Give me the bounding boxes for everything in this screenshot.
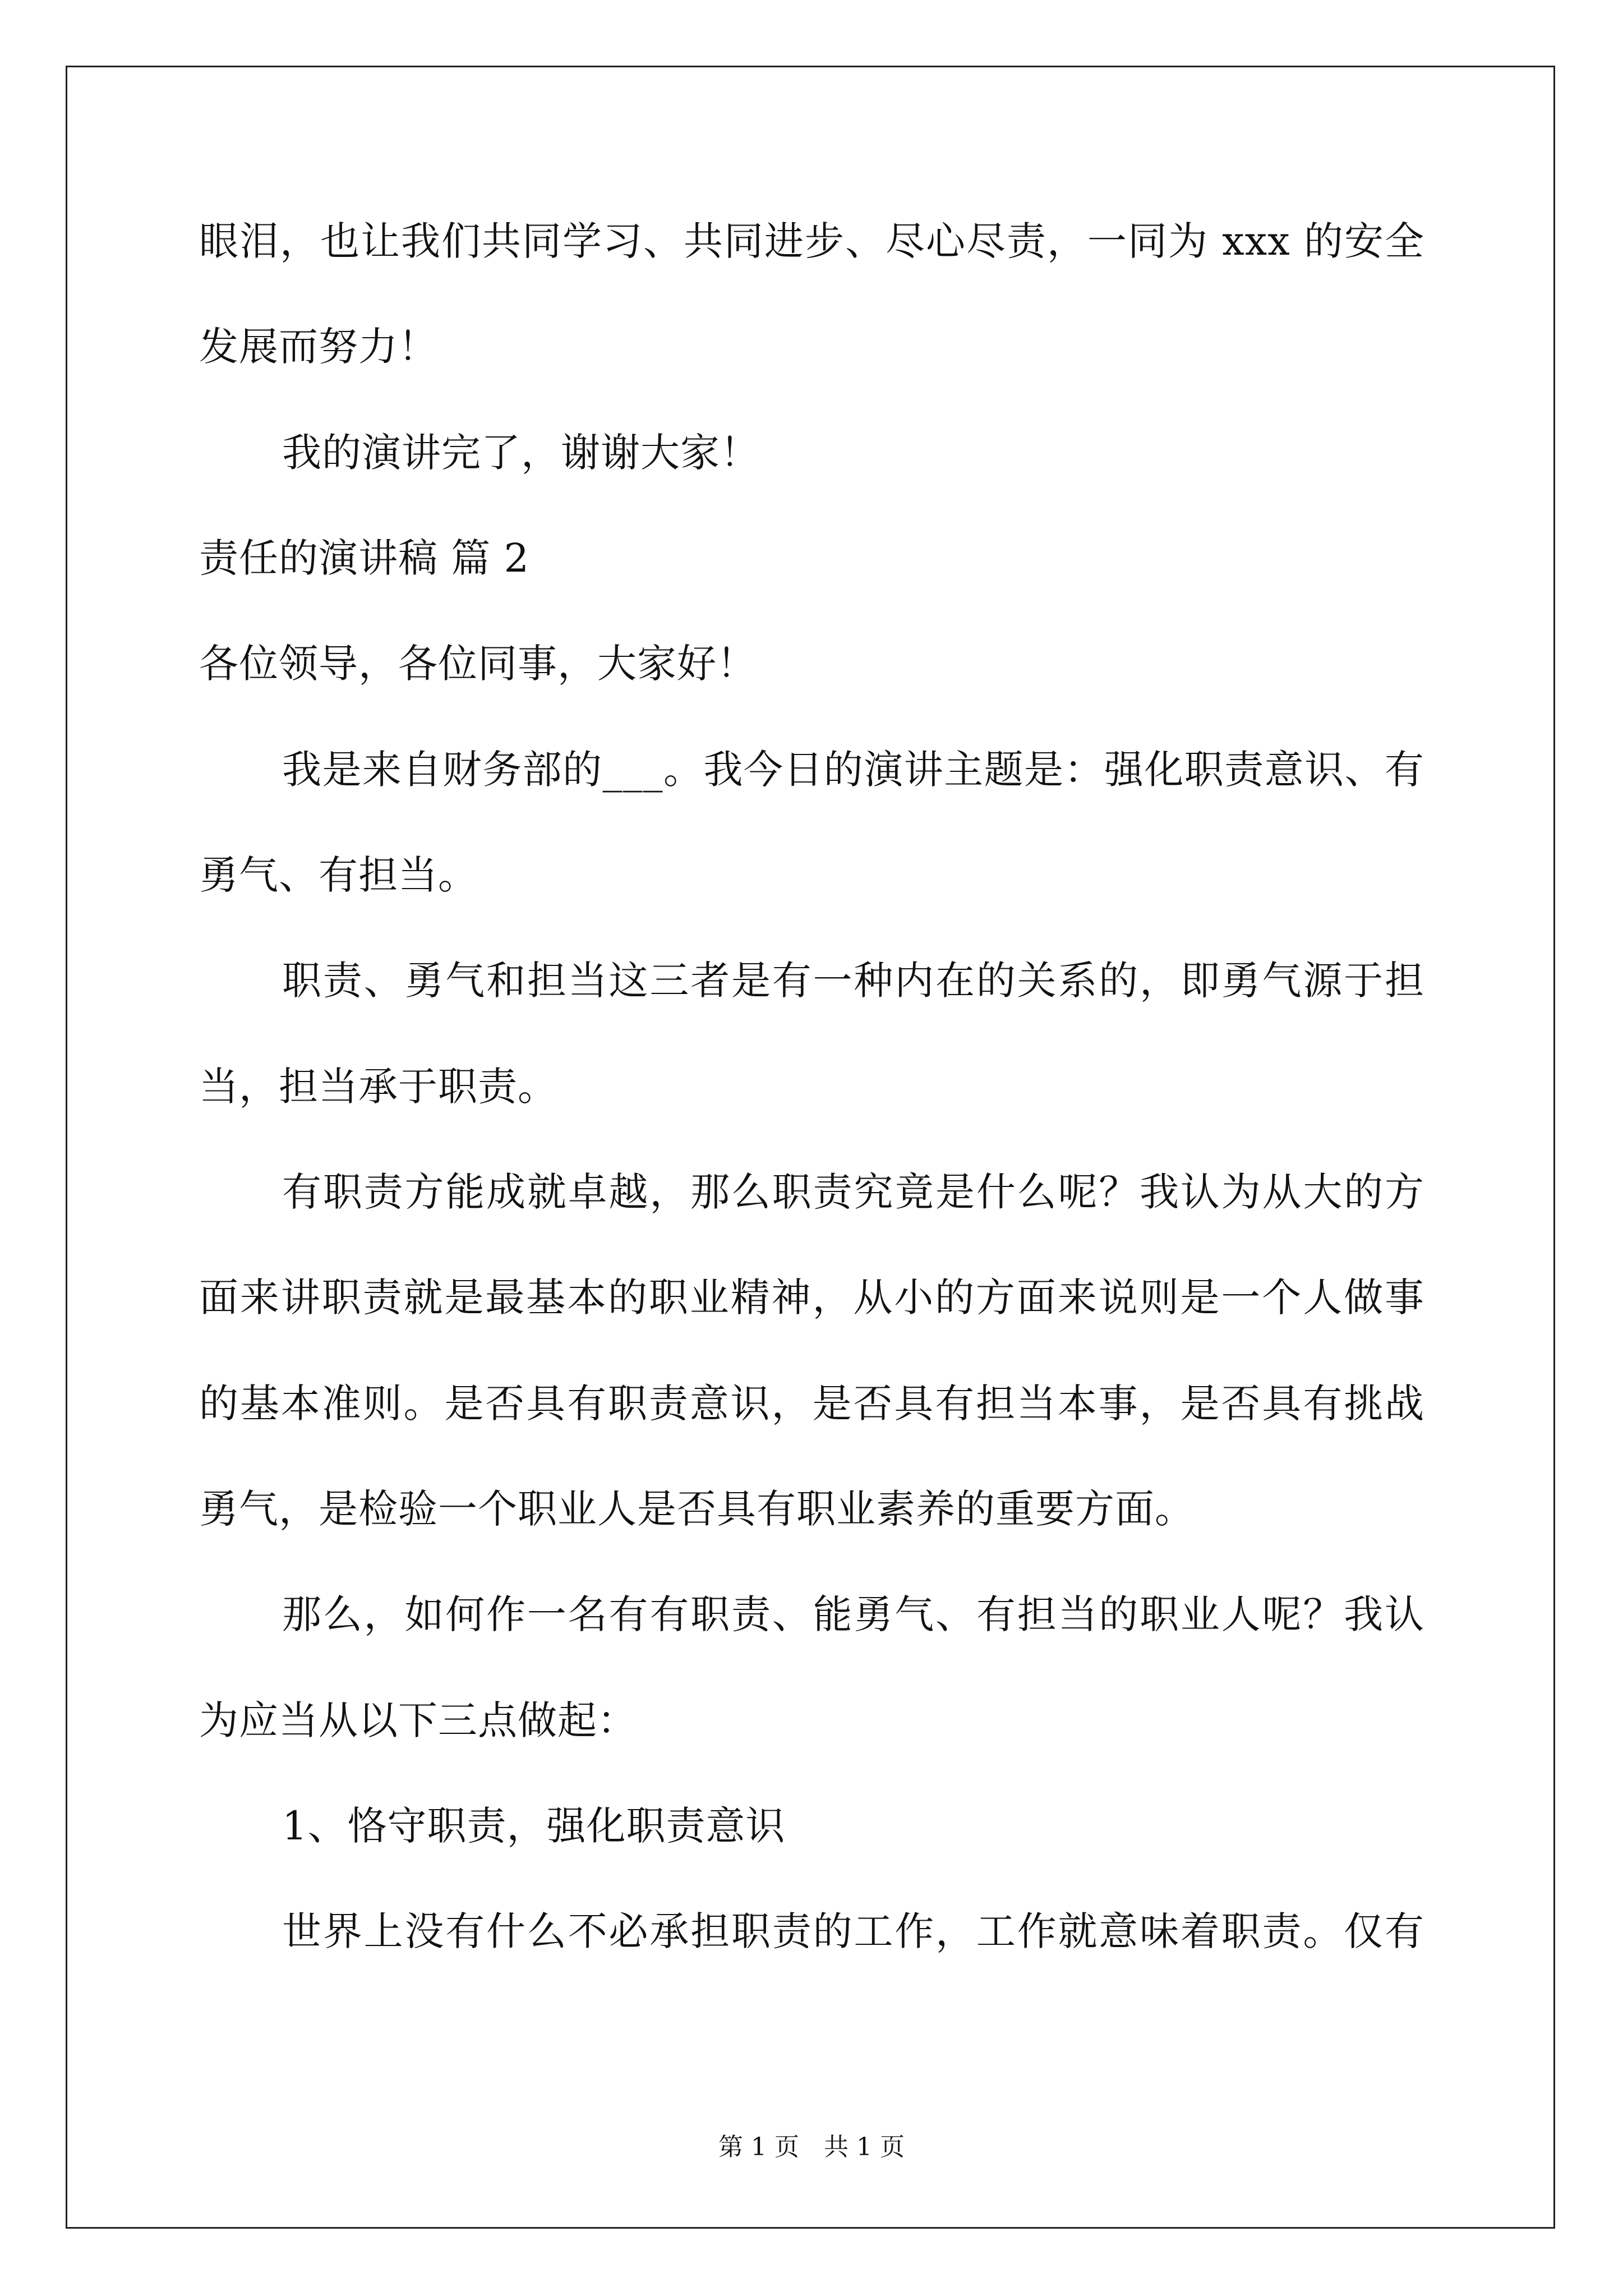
- page-footer: 第 1 页 共 1 页: [718, 2133, 905, 2161]
- section-heading: 责任的演讲稿 篇 2: [199, 535, 530, 581]
- text-line: 面来讲职责就是最基本的职业精神，从小的方面来说则是一个人做事: [199, 1274, 1424, 1320]
- text-line: 勇气，是检验一个职业人是否具有职业素养的重要方面。: [199, 1486, 1195, 1532]
- text-line: 职责、勇气和担当这三者是有一种内在的关系的，即勇气源于担: [282, 958, 1424, 1004]
- list-item-heading: 1、恪守职责，强化职责意识: [282, 1803, 786, 1849]
- text-line: 我是来自财务部的___。我今日的演讲主题是：强化职责意识、有: [282, 747, 1424, 793]
- text-line: 当，担当承于职责。: [199, 1064, 557, 1110]
- text-line: 的基本准则。是否具有职责意识，是否具有担当本事，是否具有挑战: [199, 1381, 1424, 1427]
- page-border: [66, 66, 1555, 2229]
- text-line: 各位领导，各位同事，大家好！: [199, 641, 757, 687]
- text-line: 发展而努力！: [199, 324, 438, 370]
- text-line: 世界上没有什么不必承担职责的工作，工作就意味着职责。仅有: [282, 1908, 1424, 1954]
- text-line: 有职责方能成就卓越，那么职责究竟是什么呢？我认为从大的方: [282, 1169, 1424, 1215]
- text-line: 眼泪，也让我们共同学习、共同进步、尽心尽责，一同为 xxx 的安全: [199, 218, 1424, 264]
- text-line: 我的演讲完了，谢谢大家！: [282, 430, 760, 476]
- text-line: 勇气、有担当。: [199, 852, 478, 898]
- text-line: 为应当从以下三点做起：: [199, 1697, 637, 1743]
- text-line: 那么，如何作一名有有职责、能勇气、有担当的职业人呢？我认: [282, 1591, 1424, 1637]
